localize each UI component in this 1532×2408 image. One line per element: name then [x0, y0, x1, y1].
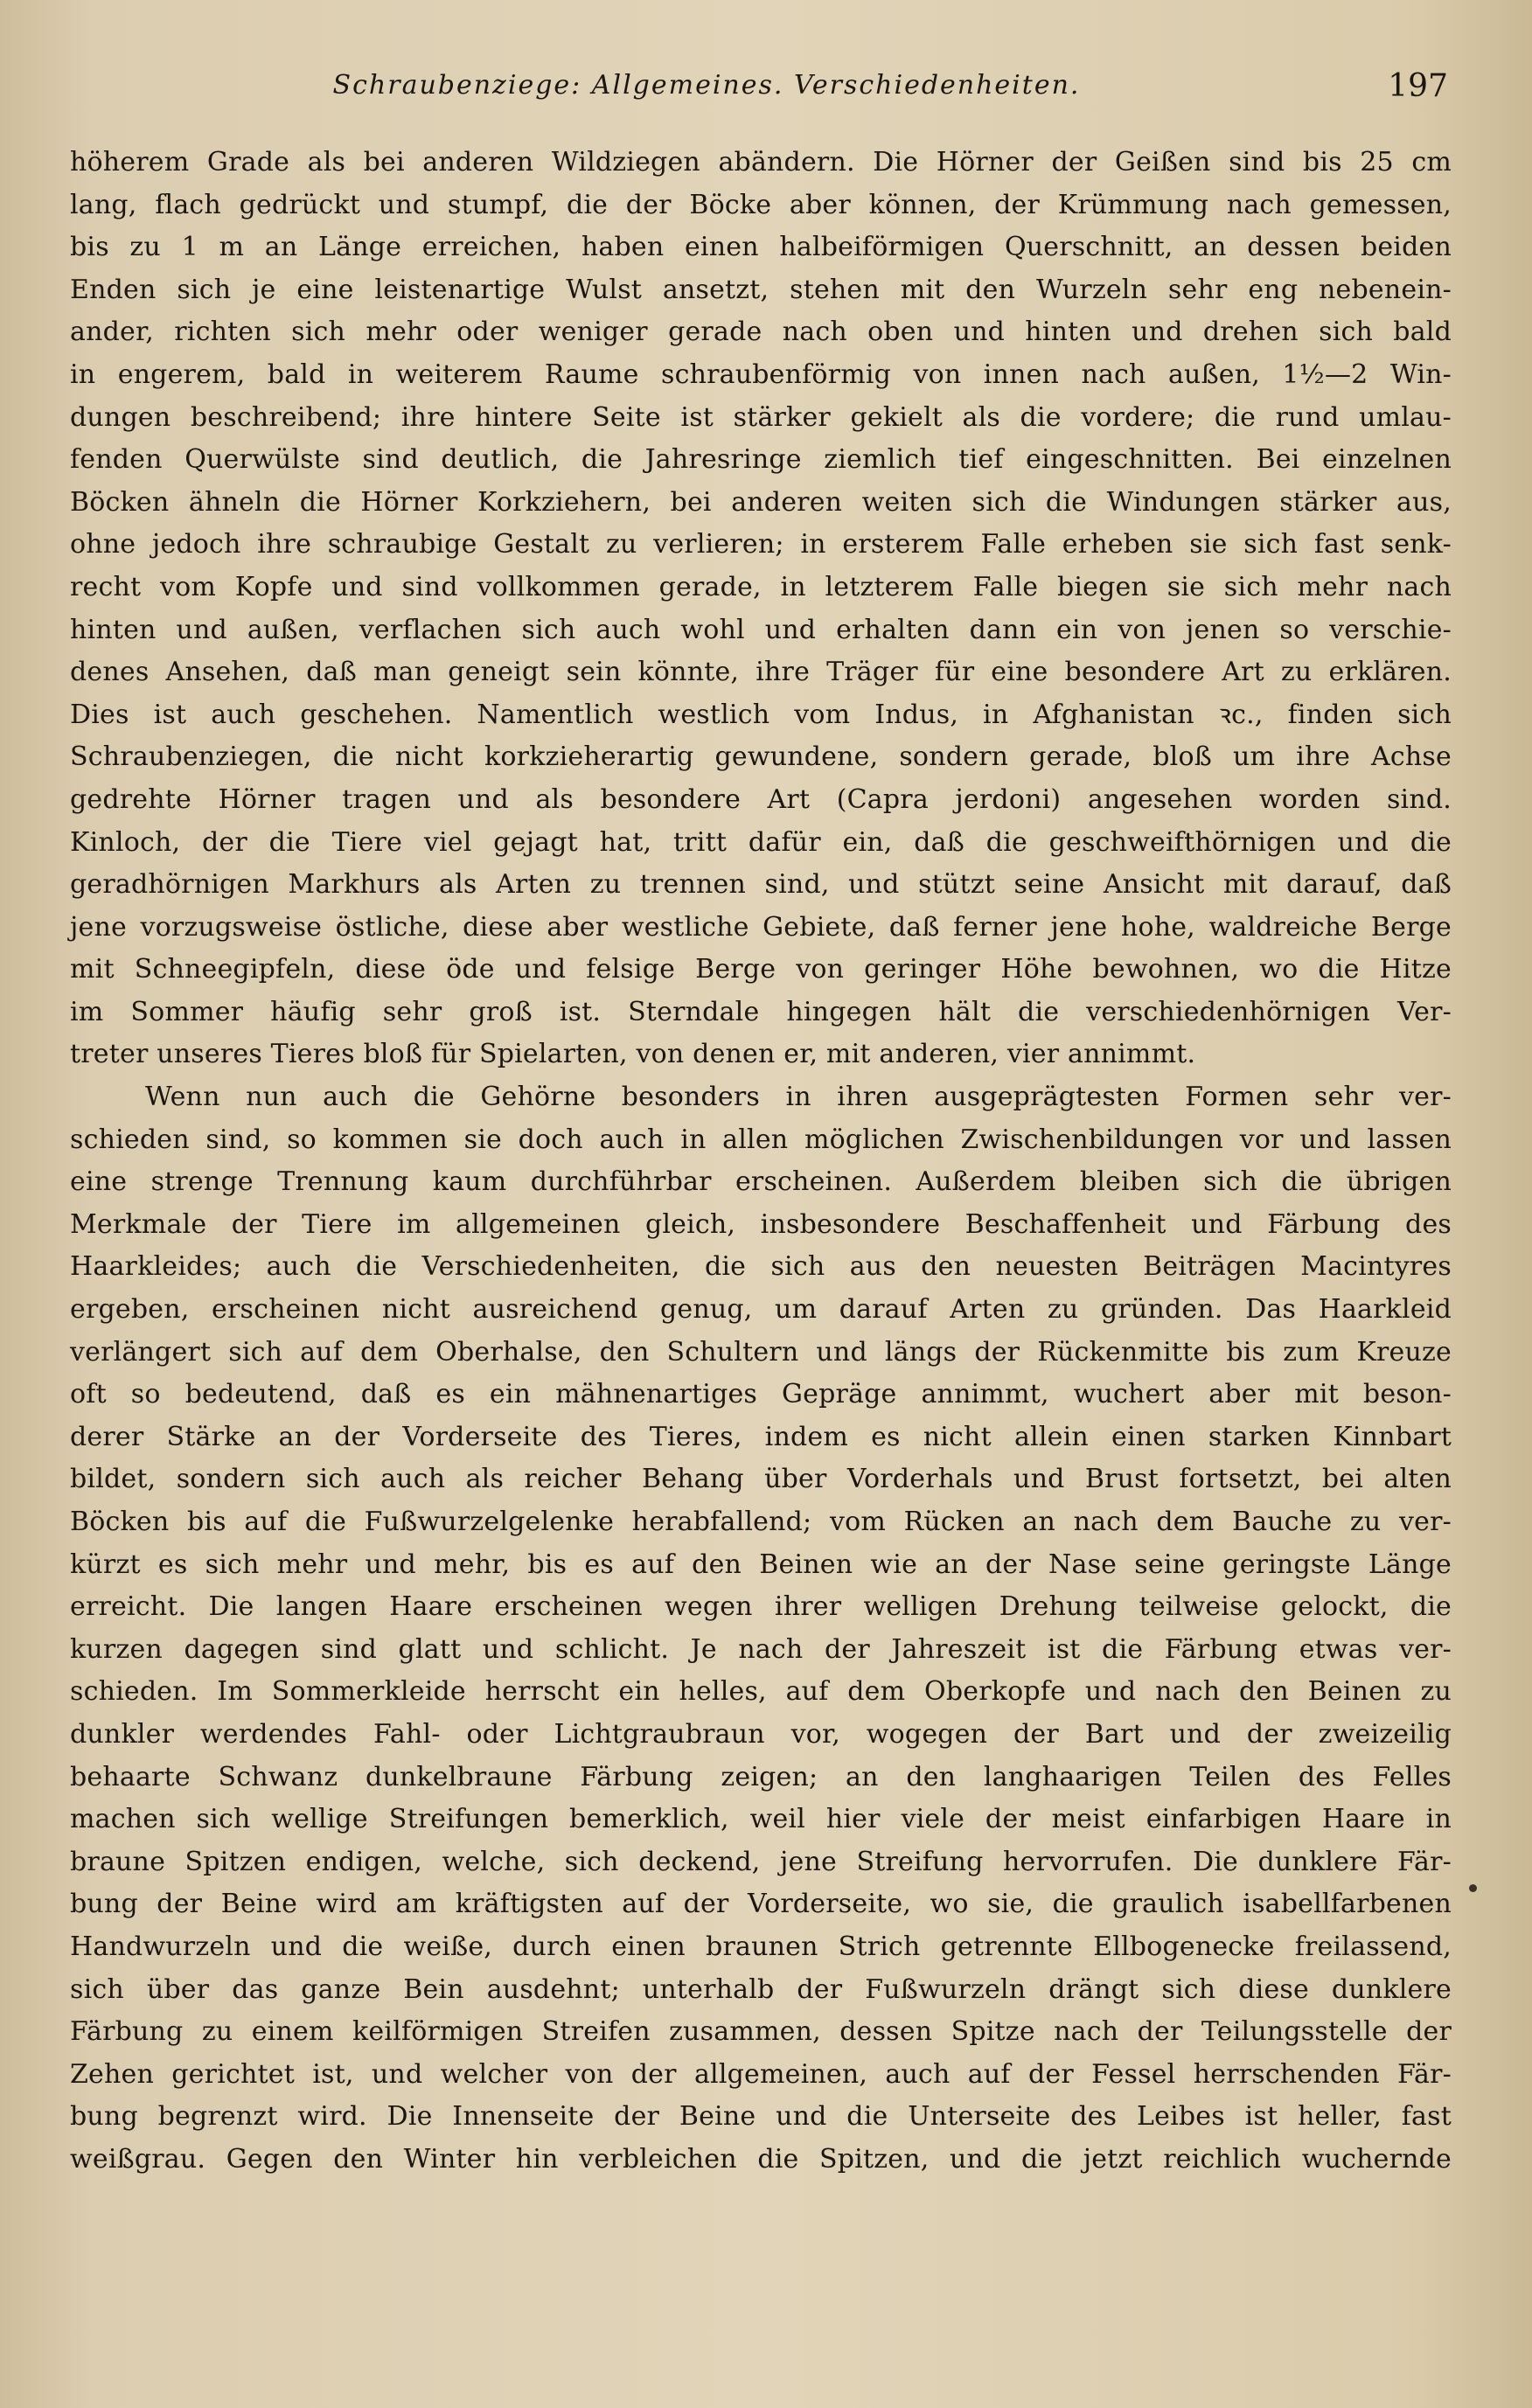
text-line-paragraph-end: treter unseres Tieres bloß für Spielarten, von denen er, mit anderen, vier annimmt. [70, 1039, 1196, 1070]
margin-ink-dot [1469, 1884, 1477, 1892]
text-line: schieden. Im Sommerkleide herrscht ein helles, auf dem Oberkopfe und nach den Beinen zu [70, 1676, 1452, 1708]
text-line: Handwurzeln und die weiße, durch einen braunen Strich getrennte Ellbogenecke freilassend, [70, 1931, 1452, 1962]
text-line-paragraph-start: Wenn nun auch die Gehörne besonders in ihren ausgeprägtesten Formen sehr ver- [145, 1082, 1452, 1113]
text-line: Böcken bis auf die Fußwurzelgelenke herabfallend; vom Rücken an nach dem Bauche zu ver- [70, 1507, 1452, 1537]
text-line: verlängert sich auf dem Oberhalse, den Schultern und längs der Rückenmitte bis zum Kreuze [70, 1336, 1452, 1368]
text-line: denes Ansehen, daß man geneigt sein könnte, ihre Träger für eine besondere Art zu erklären. [70, 657, 1452, 688]
text-line: höherem Grade als bei anderen Wildziegen abändern. Die Hörner der Geißen sind bis 25 cm [70, 147, 1452, 177]
text-line: kürzt es sich mehr und mehr, bis es auf den Beinen wie an der Nase seine geringste Länge [70, 1548, 1452, 1580]
text-line: derer Stärke an der Vorderseite des Tieres, indem es nicht allein einen starken Kinnbart [70, 1421, 1452, 1452]
text-line: lang, flach gedrückt und stumpf, die der Böcke aber können, der Krümmung nach gemessen, [70, 189, 1452, 220]
text-line: Haarkleides; auch die Verschiedenheiten, die sich aus den neuesten Beiträgen Macintyres [70, 1251, 1452, 1283]
text-line: Kinloch, der die Tiere viel gejagt hat, tritt dafür ein, daß die geschweifthörnigen und die [70, 826, 1452, 858]
text-line: Böcken ähneln die Hörner Korkziehern, bei anderen weiten sich die Windungen stärker aus, [70, 486, 1452, 518]
text-line: Färbung zu einem keilförmigen Streifen zusammen, dessen Spitze nach der Teilungsstelle der [70, 2016, 1452, 2048]
text-line: erreicht. Die langen Haare erscheinen wegen ihrer welligen Drehung teilweise gelockt, die [70, 1591, 1452, 1623]
text-line: Merkmale der Tiere im allgemeinen gleich, insbesondere Beschaffenheit und Färbung des [70, 1208, 1452, 1240]
text-line: im Sommer häufig sehr groß ist. Sterndale hingegen hält die verschiedenhörnigen Ver- [70, 996, 1452, 1027]
text-line: braune Spitzen endigen, welche, sich deckend, jene Streifung hervorrufen. Die dunklere Fär- [70, 1846, 1452, 1877]
text-line: machen sich wellige Streifungen bemerklich, weil hier viele der meist einfarbigen Haare in [70, 1804, 1452, 1835]
text-line: fenden Querwülste sind deutlich, die Jahresringe ziemlich tief eingeschnitten. Bei einzelnen [70, 444, 1452, 476]
text-line: Zehen gerichtet ist, und welcher von der allgemeinen, auch auf der Fessel herrschenden Fär- [70, 2058, 1452, 2090]
text-line: kurzen dagegen sind glatt und schlicht. Je nach der Jahreszeit ist die Färbung etwas ver- [70, 1633, 1452, 1665]
text-line: ergeben, erscheinen nicht ausreichend genug, um darauf Arten zu gründen. Das Haarkleid [70, 1294, 1452, 1326]
text-line: oft so bedeutend, daß es ein mähnenartiges Gepräge annimmt, wuchert aber mit beson- [70, 1379, 1452, 1410]
text-line: Schraubenziegen, die nicht korkzieherartig gewundene, sondern gerade, bloß um ihre Achse [70, 741, 1452, 773]
text-line: schieden sind, so kommen sie doch auch in allen möglichen Zwischenbildungen vor und lassen [70, 1124, 1452, 1155]
text-line: jene vorzugsweise östliche, diese aber westliche Gebiete, daß ferner jene hohe, waldreiche Berge [70, 911, 1452, 943]
text-line: dunkler werdendes Fahl- oder Lichtgraubraun vor, wogegen der Bart und der zweizeilig [70, 1718, 1452, 1750]
text-line: recht vom Kopfe und sind vollkommen gerade, in letzterem Falle biegen sie sich mehr nach [70, 571, 1452, 602]
body-text [70, 142, 1452, 2182]
text-line: eine strenge Trennung kaum durchführbar erscheinen. Außerdem bleiben sich die übrigen [70, 1166, 1452, 1198]
text-line: bis zu 1 m an Länge erreichen, haben einen halbeiförmigen Querschnitt, an dessen beiden [70, 232, 1452, 263]
text-line: dungen beschreibend; ihre hintere Seite ist stärker gekielt als die vordere; die rund umlau- [70, 401, 1452, 433]
text-line: bung begrenzt wird. Die Innenseite der Beine und die Unterseite des Leibes ist heller, fast [70, 2101, 1452, 2133]
text-line: weißgrau. Gegen den Winter hin verbleichen die Spitzen, und die jetzt reichlich wuchernde [70, 2143, 1452, 2175]
text-line: mit Schneegipfeln, diese öde und felsige Berge von geringer Höhe bewohnen, wo die Hitze [70, 954, 1452, 985]
text-line: sich über das ganze Bein ausdehnt; unterhalb der Fußwurzeln drängt sich diese dunklere [70, 1973, 1452, 2005]
text-line: behaarte Schwanz dunkelbraune Färbung zeigen; an den langhaarigen Teilen des Felles [70, 1761, 1452, 1792]
page-header [70, 63, 1448, 115]
text-line: in engerem, bald in weiterem Raume schraubenförmig von innen nach außen, 1½—2 Win- [70, 358, 1452, 390]
text-line: Dies ist auch geschehen. Namentlich westlich vom Indus, in Afghanistan ꝛc., finden sich [70, 699, 1452, 730]
text-line: ander, richten sich mehr oder weniger gerade nach oben und hinten und drehen sich bald [70, 317, 1452, 348]
text-line: gedrehte Hörner tragen und als besondere Art (Capra jerdoni) angesehen worden sind. [70, 783, 1452, 815]
text-line: ohne jedoch ihre schraubige Gestalt zu verlieren; in ersterem Falle erheben sie sich fast senk- [70, 529, 1452, 560]
page-number: 197 [1388, 68, 1448, 104]
text-line: bildet, sondern sich auch als reicher Behang über Vorderhals und Brust fortsetzt, bei alten [70, 1464, 1452, 1495]
text-line: hinten und außen, verflachen sich auch wohl und erhalten dann ein von jenen so verschie- [70, 614, 1452, 645]
text-line: bung der Beine wird am kräftigsten auf der Vorderseite, wo sie, die graulich isabellfarbenen [70, 1889, 1452, 1920]
running-head: Schraubenziege: Allgemeines. Verschiedenheiten. [332, 70, 1081, 101]
text-line: geradhörnigen Markhurs als Arten zu trennen sind, und stützt seine Ansicht mit darauf, daß [70, 869, 1452, 901]
text-line: Enden sich je eine leistenartige Wulst ansetzt, stehen mit den Wurzeln sehr eng nebenein- [70, 274, 1452, 305]
